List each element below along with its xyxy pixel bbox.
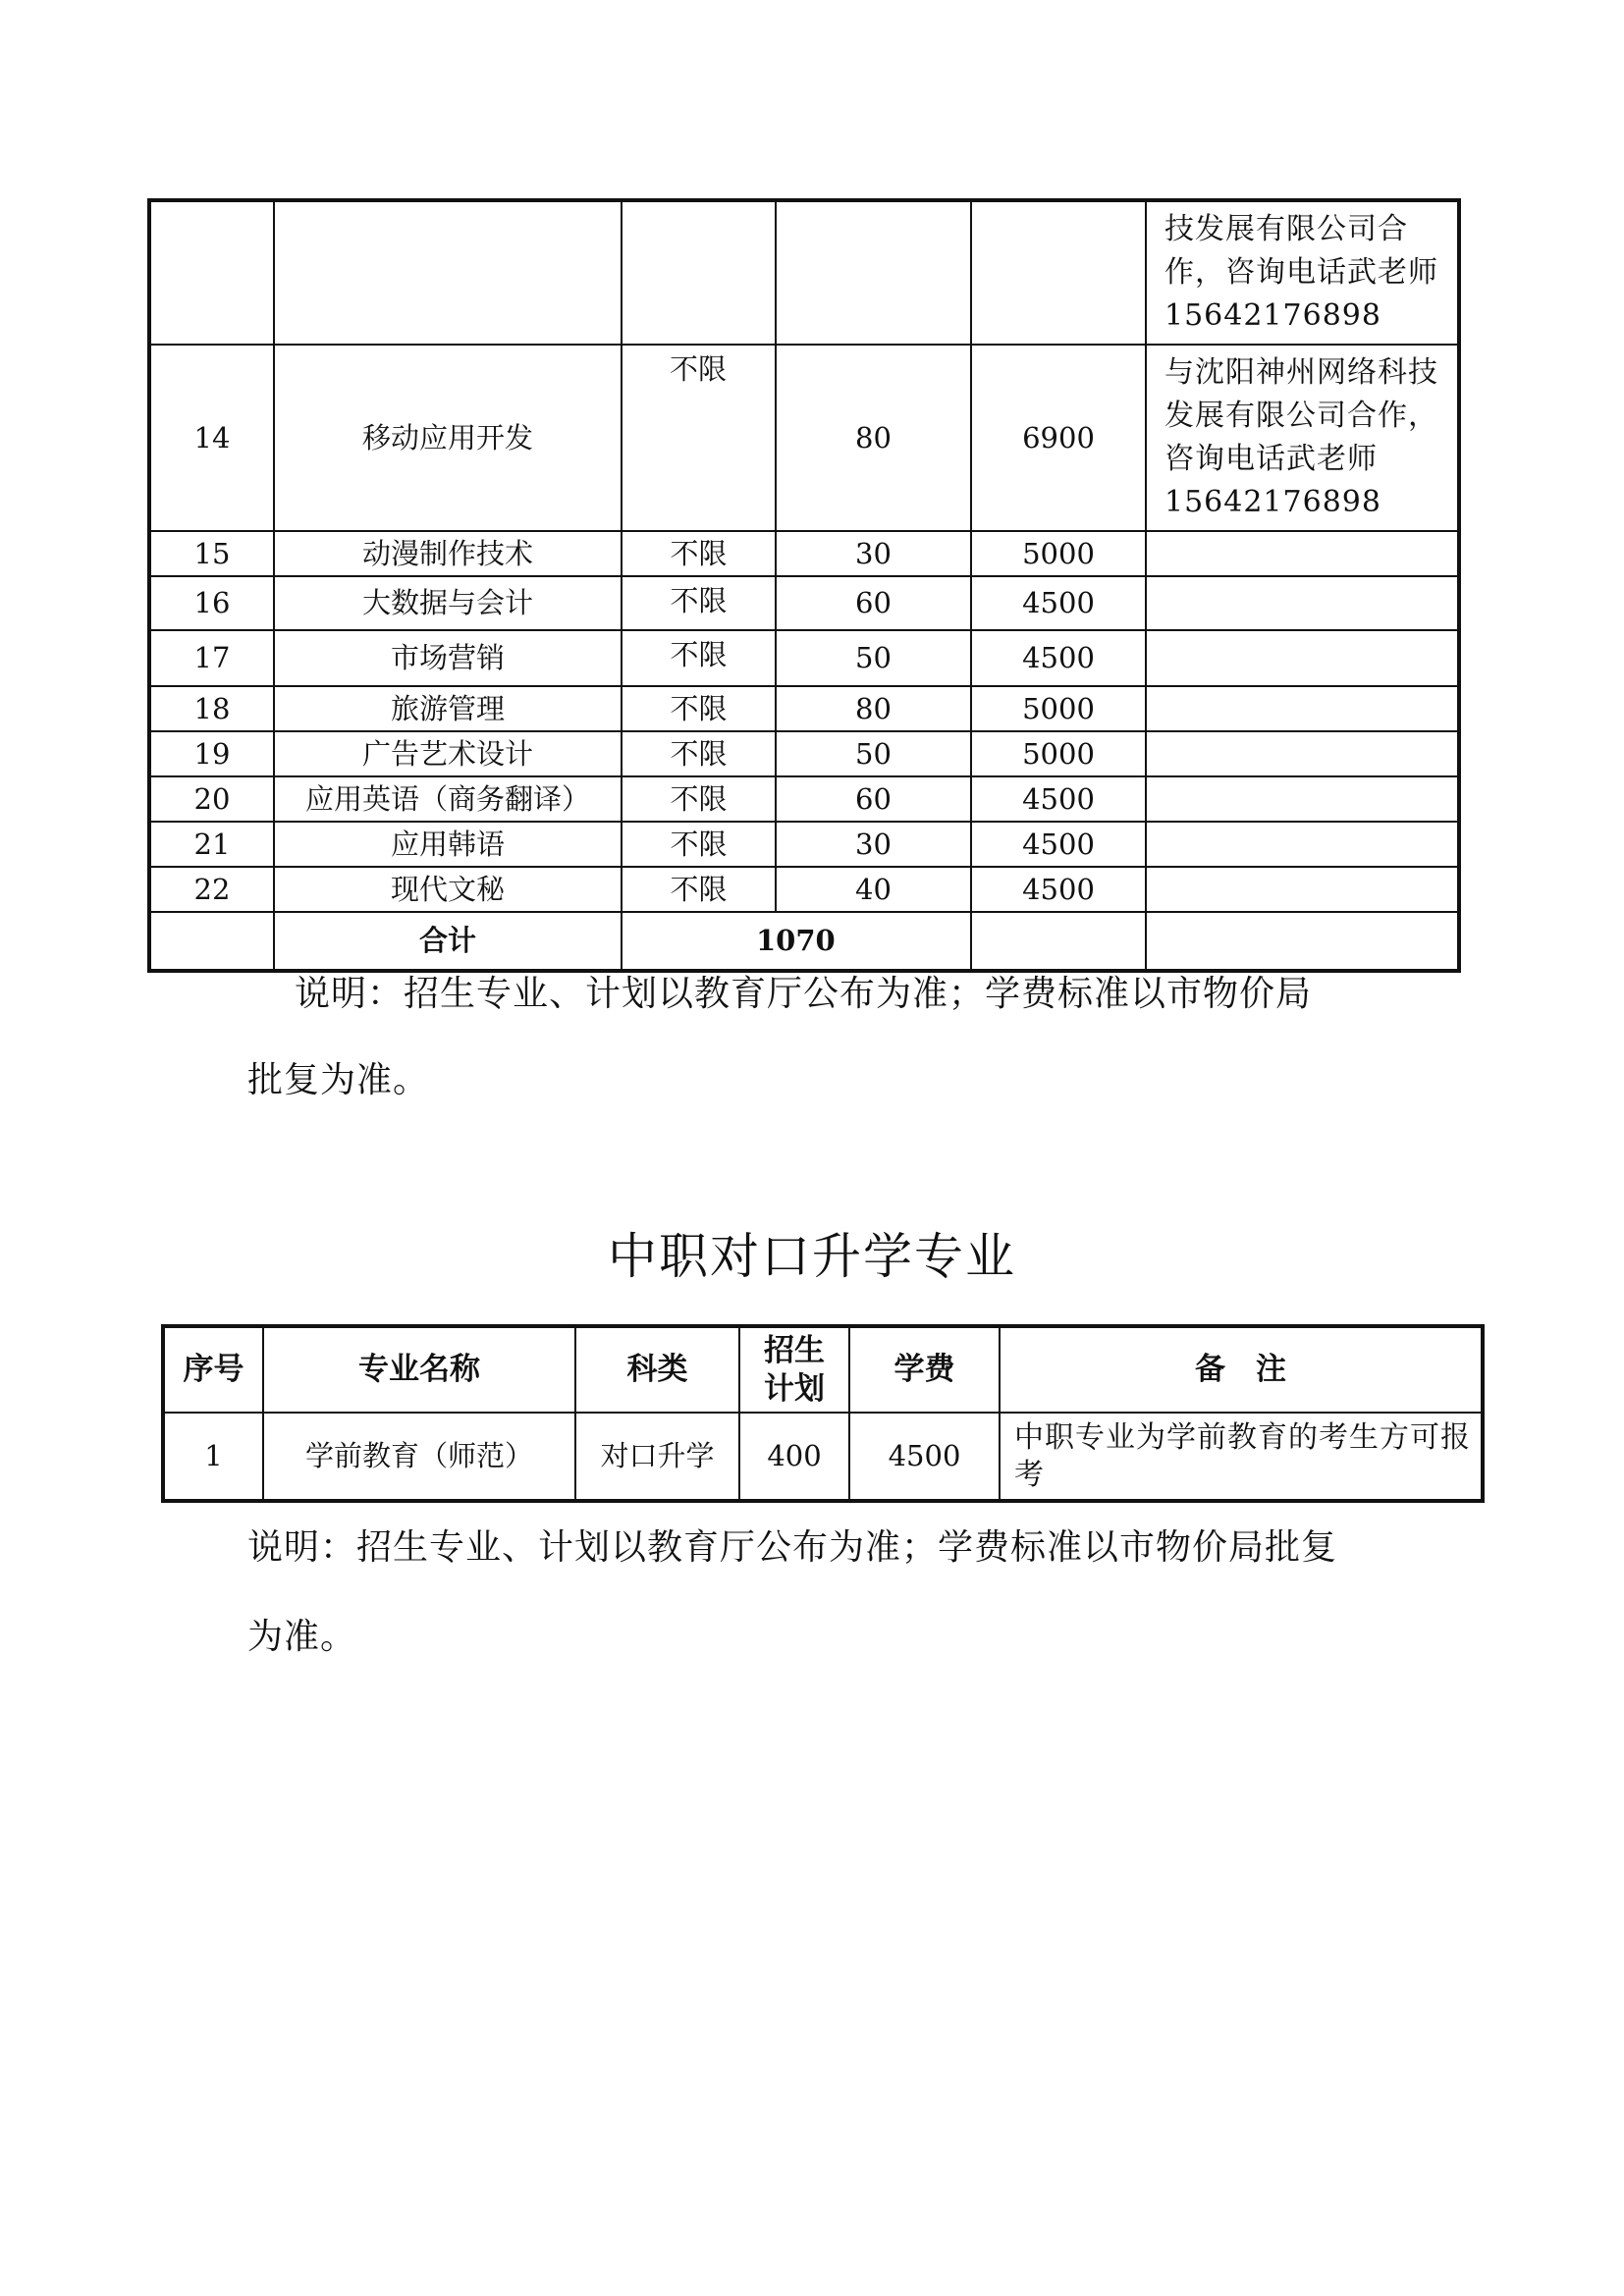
table-row <box>163 1413 1483 1501</box>
tuition-fee: 4500 <box>971 822 1146 867</box>
header-no: 序号 <box>163 1326 263 1413</box>
major-category: 不限 <box>622 731 776 776</box>
tuition-fee: 4500 <box>971 867 1146 912</box>
note-line: 批复为准。 <box>247 1060 430 1100</box>
row-number: 15 <box>149 531 274 576</box>
remark-cell: 技发展有限公司合作，咨询电话武老师15642176898 <box>1146 200 1459 345</box>
enrollment-plan: 50 <box>776 630 971 686</box>
enrollment-plan: 60 <box>776 776 971 822</box>
tuition-fee: 6900 <box>971 345 1146 531</box>
enrollment-plan: 30 <box>776 822 971 867</box>
table-row <box>149 576 1459 630</box>
major-category: 不限 <box>622 531 776 576</box>
total-label: 合计 <box>274 912 622 971</box>
major-category: 不限 <box>622 686 776 731</box>
remark-cell: 与沈阳神州网络科技发展有限公司合作，咨询电话武老师15642176898 <box>1146 345 1459 531</box>
majors-table <box>147 198 1461 973</box>
remark-cell: 中职专业为学前教育的考生方可报考 <box>1000 1413 1483 1501</box>
tuition-fee: 4500 <box>971 630 1146 686</box>
remark-cell <box>1146 686 1459 731</box>
tuition-fee: 4500 <box>971 776 1146 822</box>
major-category: 不限 <box>622 776 776 822</box>
header-category: 科类 <box>575 1326 739 1413</box>
row-number: 18 <box>149 686 274 731</box>
row-number: 22 <box>149 867 274 912</box>
table-row <box>149 200 1459 345</box>
tuition-fee: 5000 <box>971 686 1146 731</box>
major-name: 广告艺术设计 <box>274 731 622 776</box>
header-plan-line1: 招生 <box>764 1332 825 1368</box>
major-category: 对口升学 <box>575 1413 739 1501</box>
remark-cell <box>1146 867 1459 912</box>
vocational-majors-table <box>161 1324 1485 1503</box>
enrollment-plan: 30 <box>776 531 971 576</box>
table-row <box>149 867 1459 912</box>
row-number: 21 <box>149 822 274 867</box>
enrollment-plan: 40 <box>776 867 971 912</box>
major-category: 不限 <box>622 576 776 630</box>
header-name: 专业名称 <box>263 1326 575 1413</box>
header-plan <box>739 1326 849 1413</box>
total-row <box>149 912 1459 971</box>
enrollment-plan: 80 <box>776 345 971 531</box>
remark-cell <box>1146 531 1459 576</box>
row-number: 20 <box>149 776 274 822</box>
enrollment-plan: 60 <box>776 576 971 630</box>
remark-cell <box>1146 576 1459 630</box>
header-fee: 学费 <box>849 1326 1000 1413</box>
major-category: 不限 <box>622 867 776 912</box>
major-name: 动漫制作技术 <box>274 531 622 576</box>
row-number: 16 <box>149 576 274 630</box>
major-name: 大数据与会计 <box>274 576 622 630</box>
remark-cell <box>1146 776 1459 822</box>
row-number: 17 <box>149 630 274 686</box>
table-row <box>149 776 1459 822</box>
remark-cell <box>1146 822 1459 867</box>
note-line: 说明：招生专业、计划以教育厅公布为准；学费标准以市物价局 <box>295 974 1313 1014</box>
row-number: 1 <box>163 1413 263 1501</box>
table-row <box>149 630 1459 686</box>
table-row <box>149 686 1459 731</box>
table-header-row <box>163 1326 1483 1413</box>
table-row <box>149 345 1459 531</box>
row-number: 14 <box>149 345 274 531</box>
major-name: 学前教育（师范） <box>263 1413 575 1501</box>
enrollment-plan: 50 <box>776 731 971 776</box>
note-line: 说明：招生专业、计划以教育厅公布为准；学费标准以市物价局批复 <box>247 1527 1338 1568</box>
major-name: 移动应用开发 <box>274 345 622 531</box>
note-line: 为准。 <box>247 1617 357 1657</box>
header-plan-line2: 计划 <box>764 1370 825 1407</box>
major-category: 不限 <box>622 822 776 867</box>
major-name: 应用韩语 <box>274 822 622 867</box>
header-remark: 备 注 <box>1000 1326 1483 1413</box>
major-name: 现代文秘 <box>274 867 622 912</box>
section-title: 中职对口升学专业 <box>608 1228 1016 1285</box>
tuition-fee: 4500 <box>849 1413 1000 1501</box>
major-category: 不限 <box>622 630 776 686</box>
remark-cell <box>1146 731 1459 776</box>
table-row <box>149 531 1459 576</box>
tuition-fee: 4500 <box>971 576 1146 630</box>
enrollment-plan: 80 <box>776 686 971 731</box>
remark-cell <box>1146 630 1459 686</box>
tuition-fee: 5000 <box>971 731 1146 776</box>
enrollment-plan: 400 <box>739 1413 849 1501</box>
major-name: 应用英语（商务翻译） <box>274 776 622 822</box>
tuition-fee: 5000 <box>971 531 1146 576</box>
total-plan: 1070 <box>622 912 971 971</box>
major-name: 市场营销 <box>274 630 622 686</box>
table-row <box>149 822 1459 867</box>
row-number: 19 <box>149 731 274 776</box>
major-category: 不限 <box>622 345 776 531</box>
table-row <box>149 731 1459 776</box>
major-name: 旅游管理 <box>274 686 622 731</box>
